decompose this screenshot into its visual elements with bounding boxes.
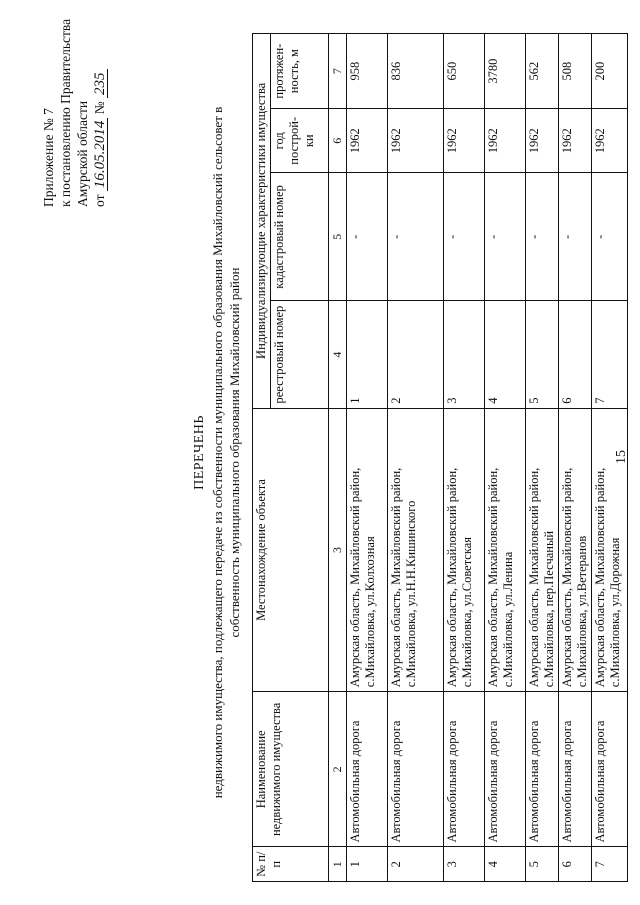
property-table xyxy=(252,33,628,882)
row-registry: 5 xyxy=(526,301,559,408)
document-subtitle-line1: недвижимого имущества, подлежащего передаче из собственности муниципального образования Михайловский сельсовет в xyxy=(210,106,225,799)
date-underline xyxy=(92,118,108,192)
row-registry: 7 xyxy=(592,301,628,408)
row-location: Амурская область, Михайловский район, с.Михайловка, ул.Дорожная xyxy=(592,408,628,691)
appendix-line2: к постановлению Правительства xyxy=(58,18,73,207)
row-cadastral: - xyxy=(526,173,559,301)
column-number: 3 xyxy=(329,408,347,691)
appendix-date-line xyxy=(91,19,109,207)
row-no: 1 xyxy=(347,847,388,882)
row-cadastral: - xyxy=(347,173,388,301)
row-year: 1962 xyxy=(559,109,592,173)
appendix-line3: Амурской области xyxy=(75,100,90,207)
row-cadastral: - xyxy=(559,173,592,301)
column-number: 7 xyxy=(329,34,347,109)
column-number: 1 xyxy=(329,847,347,882)
appendix-line1: Приложение № 7 xyxy=(41,108,56,207)
row-name: Автомобильная дорога xyxy=(526,692,559,847)
header-year: год построй-ки xyxy=(271,109,329,173)
number-underline xyxy=(92,70,108,99)
row-cadastral: - xyxy=(485,173,526,301)
row-name: Автомобильная дорога xyxy=(347,692,388,847)
row-name: Автомобильная дорога xyxy=(444,692,485,847)
header-cadastral: кадастровый номер xyxy=(271,173,329,301)
header-registry: реестровый номер xyxy=(271,301,329,408)
row-length: 650 xyxy=(444,34,485,109)
row-name: Автомобильная дорога xyxy=(485,692,526,847)
row-year: 1962 xyxy=(485,109,526,173)
header-name: Наименование недвижимого имущества xyxy=(253,692,329,847)
column-number: 6 xyxy=(329,109,347,173)
row-length: 508 xyxy=(559,34,592,109)
row-year: 1962 xyxy=(388,109,444,173)
row-year: 1962 xyxy=(347,109,388,173)
appendix-block xyxy=(40,19,109,207)
row-length: 3780 xyxy=(485,34,526,109)
row-length: 958 xyxy=(347,34,388,109)
header-length: протяжен-ность, м xyxy=(271,34,329,109)
header-location: Местонахождение объекта xyxy=(253,408,329,691)
header-characteristics: Индивидуализирующие характеристики имущества xyxy=(253,34,271,409)
column-number: 2 xyxy=(329,692,347,847)
row-no: 2 xyxy=(388,847,444,882)
row-name: Автомобильная дорога xyxy=(592,692,628,847)
row-cadastral: - xyxy=(388,173,444,301)
row-registry: 6 xyxy=(559,301,592,408)
row-length: 562 xyxy=(526,34,559,109)
row-location: Амурская область, Михайловский район, с.Михайловка, пер.Песчаный xyxy=(526,408,559,691)
row-length: 200 xyxy=(592,34,628,109)
handwritten-number: 235 xyxy=(92,72,108,95)
table-row xyxy=(388,34,444,882)
row-registry: 4 xyxy=(485,301,526,408)
row-registry: 3 xyxy=(444,301,485,408)
table-row xyxy=(485,34,526,882)
column-number: 4 xyxy=(329,301,347,408)
number-prefix: № xyxy=(92,101,107,115)
row-no: 7 xyxy=(592,847,628,882)
row-year: 1962 xyxy=(526,109,559,173)
row-name: Автомобильная дорога xyxy=(388,692,444,847)
page-number: 15 xyxy=(614,450,629,464)
table-row xyxy=(444,34,485,882)
row-year: 1962 xyxy=(444,109,485,173)
row-name: Автомобильная дорога xyxy=(559,692,592,847)
row-length: 836 xyxy=(388,34,444,109)
row-location: Амурская область, Михайловский район, с.Михайловка, ул.Н.Н.Кишинского xyxy=(388,408,444,691)
row-no: 4 xyxy=(485,847,526,882)
document-subtitle-line2: собственность муниципального образования Михайловский район xyxy=(227,267,242,638)
column-number: 5 xyxy=(329,173,347,301)
row-registry: 2 xyxy=(388,301,444,408)
row-no: 3 xyxy=(444,847,485,882)
date-prefix: от xyxy=(92,194,107,207)
row-no: 6 xyxy=(559,847,592,882)
row-location: Амурская область, Михайловский район, с.Михайловка, ул.Советская xyxy=(444,408,485,691)
column-numbers-row xyxy=(329,34,347,882)
document-heading: ПЕРЕЧЕНЬ xyxy=(192,415,207,490)
row-location: Амурская область, Михайловский район, с.Михайловка, ул.Ленина xyxy=(485,408,526,691)
row-cadastral: - xyxy=(592,173,628,301)
row-year: 1962 xyxy=(592,109,628,173)
row-location: Амурская область, Михайловский район, с.Михайловка, ул.Колхозная xyxy=(347,408,388,691)
row-no: 5 xyxy=(526,847,559,882)
header-no: № п/п xyxy=(253,847,329,882)
row-registry: 1 xyxy=(347,301,388,408)
table-row xyxy=(559,34,592,882)
row-location: Амурская область, Михайловский район, с.Михайловка, ул.Ветеранов xyxy=(559,408,592,691)
table-row xyxy=(592,34,628,882)
table-row xyxy=(526,34,559,882)
row-cadastral: - xyxy=(444,173,485,301)
handwritten-date: 16.05.2014 xyxy=(92,120,108,189)
table-row xyxy=(347,34,388,882)
